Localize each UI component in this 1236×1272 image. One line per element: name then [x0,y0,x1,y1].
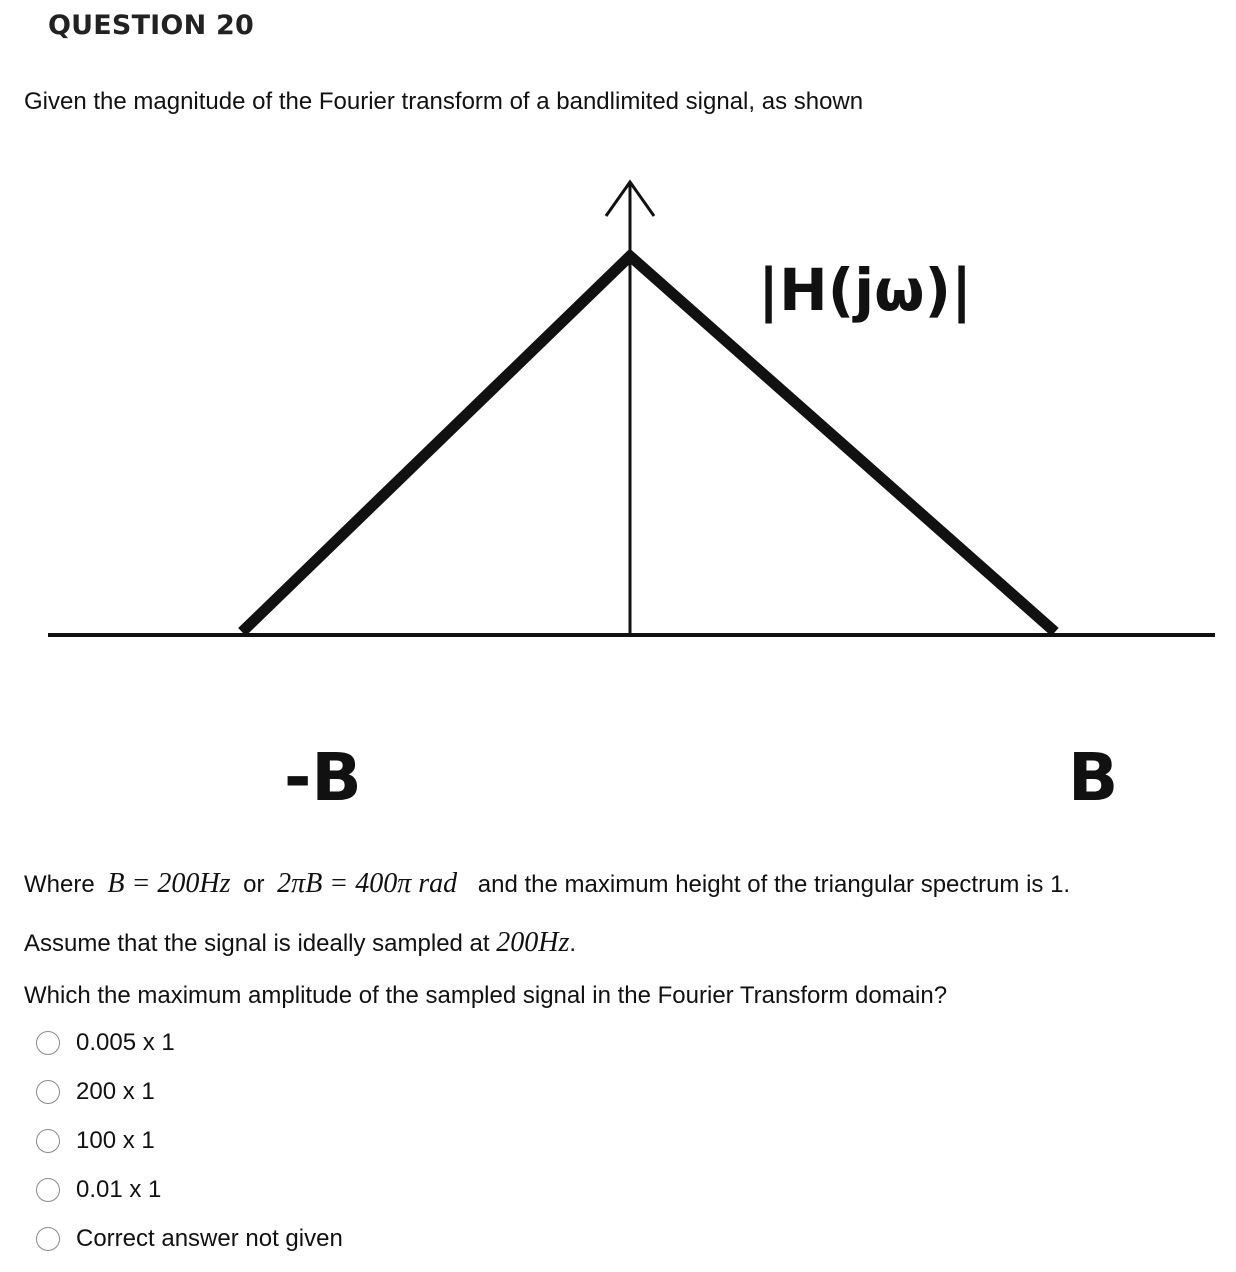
spectrum-figure [0,160,1236,830]
sampling-rate: 200Hz [496,927,570,958]
radio-button[interactable] [36,1129,60,1153]
option-1[interactable] [36,1026,175,1060]
option-label: 0.01 x 1 [76,1176,162,1203]
two-pi-b-equation: 2πB = 400π rad [277,868,458,899]
option-label: 0.005 x 1 [76,1029,175,1056]
option-4[interactable] [36,1173,161,1207]
assumption-line [24,927,576,959]
where-text: Where [24,871,95,898]
curve-label: |H(jω)| [758,256,973,324]
radio-button[interactable] [36,1080,60,1104]
option-label: 100 x 1 [76,1127,155,1154]
radio-button[interactable] [36,1227,60,1251]
question-prompt: Which the maximum amplitude of the sampled signal in the Fourier Transform domain? [24,982,948,1009]
option-label: 200 x 1 [76,1078,155,1105]
radio-button[interactable] [36,1178,60,1202]
question-title: QUESTION 20 [48,10,254,41]
b-equation: B = 200Hz [107,868,231,899]
question-intro: Given the magnitude of the Fourier transform of a bandlimited signal, as shown [24,88,864,115]
option-2[interactable] [36,1075,155,1109]
option-label: Correct answer not given [76,1225,343,1252]
neg-band-label: -B [284,739,362,816]
assumption-text: Assume that the signal is ideally sampled at [24,930,490,957]
radio-button[interactable] [36,1031,60,1055]
description-line [24,868,1070,900]
description-tail: and the maximum height of the triangular spectrum is 1. [477,871,1071,898]
option-5[interactable] [36,1222,343,1256]
assumption-period: . [569,930,577,957]
pos-band-label: B [1068,739,1119,816]
option-3[interactable] [36,1124,155,1158]
or-text: or [243,871,265,898]
